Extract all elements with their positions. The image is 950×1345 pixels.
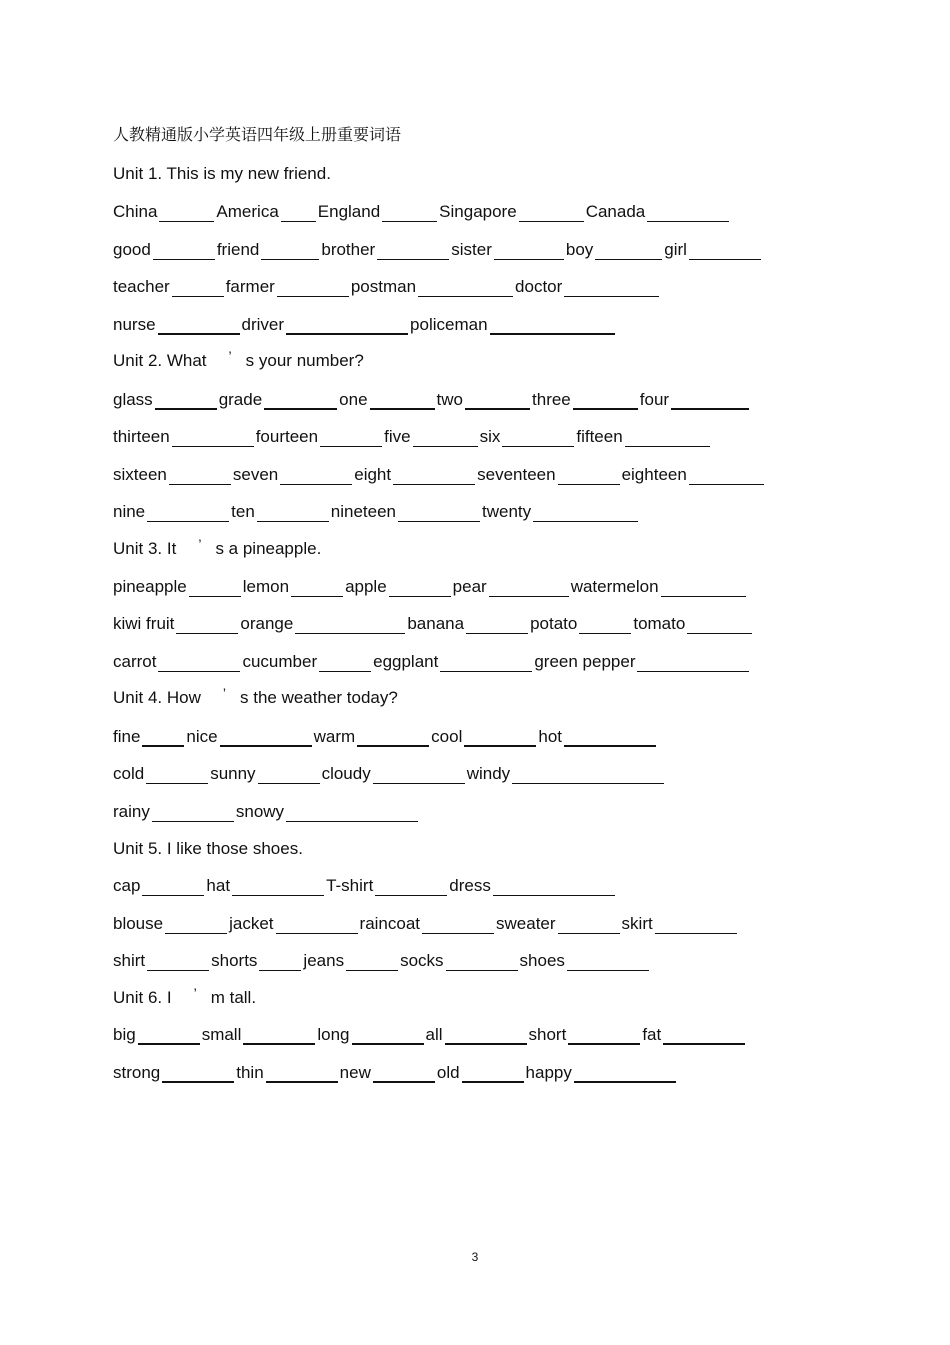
vocab-row <box>113 911 910 937</box>
answer-blank[interactable] <box>169 466 231 485</box>
answer-blank[interactable] <box>146 765 208 784</box>
answer-blank[interactable] <box>281 203 316 222</box>
vocab-row <box>113 761 910 787</box>
answer-blank[interactable] <box>259 952 301 971</box>
vocab-word: grade <box>218 390 263 409</box>
vocab-word: nurse <box>113 315 156 334</box>
answer-blank[interactable] <box>159 203 214 222</box>
vocab-word: cucumber <box>242 652 318 671</box>
answer-blank[interactable] <box>567 952 649 971</box>
unit-heading-text: m tall. <box>210 988 257 1007</box>
vocab-word: one <box>339 390 368 409</box>
vocab-word: seventeen <box>477 465 556 484</box>
answer-blank[interactable] <box>152 803 234 822</box>
answer-blank[interactable] <box>264 390 337 410</box>
answer-blank[interactable] <box>147 952 209 971</box>
vocab-word: rainy <box>113 802 150 821</box>
answer-blank[interactable] <box>147 503 229 522</box>
vocab-word: thirteen <box>113 427 170 446</box>
document-title: 人教精通版小学英语四年级上册重要词语 <box>113 125 402 144</box>
answer-blank[interactable] <box>261 241 319 260</box>
vocab-word: blouse <box>113 914 164 933</box>
vocab-word: watermelon <box>570 577 659 596</box>
vocab-row <box>113 611 910 637</box>
unit-heading <box>113 536 910 562</box>
vocab-word: sister <box>451 240 492 259</box>
answer-blank[interactable] <box>687 615 752 634</box>
answer-blank[interactable] <box>162 1063 234 1083</box>
vocab-word: good <box>113 240 151 259</box>
vocab-word: potato <box>530 614 578 633</box>
answer-blank[interactable] <box>445 1025 527 1045</box>
answer-blank[interactable] <box>573 390 638 410</box>
answer-blank[interactable] <box>370 390 435 410</box>
vocab-word: cold <box>113 764 145 783</box>
answer-blank[interactable] <box>357 727 429 747</box>
unit-heading <box>113 836 910 862</box>
answer-blank[interactable] <box>637 653 749 672</box>
answer-blank[interactable] <box>291 578 343 597</box>
vocab-word: five <box>384 427 411 446</box>
vocab-word: sunny <box>210 764 256 783</box>
answer-blank[interactable] <box>165 915 227 934</box>
vocab-word: Canada <box>585 202 646 221</box>
unit-heading-text: s your number? <box>245 351 364 370</box>
vocab-word: lemon <box>242 577 290 596</box>
vocab-row <box>113 237 910 263</box>
vocab-word: friend <box>216 240 260 259</box>
vocab-word: orange <box>240 614 294 633</box>
answer-blank[interactable] <box>258 765 320 784</box>
vocab-word: snowy <box>235 802 285 821</box>
unit-heading <box>113 985 910 1011</box>
answer-blank[interactable] <box>189 578 241 597</box>
answer-blank[interactable] <box>232 877 324 896</box>
vocab-row <box>113 312 910 338</box>
vocab-word: socks <box>400 951 444 970</box>
answer-blank[interactable] <box>319 653 371 672</box>
unit-heading <box>113 685 910 711</box>
apostrophe-mark: ’ <box>193 985 197 1001</box>
vocab-row <box>113 649 910 675</box>
answer-blank[interactable] <box>257 503 329 522</box>
answer-blank[interactable] <box>568 1025 640 1045</box>
vocab-word: hat <box>206 876 231 895</box>
vocab-word: windy <box>466 764 511 783</box>
vocab-word: warm <box>313 727 356 746</box>
answer-blank[interactable] <box>465 390 530 410</box>
answer-blank[interactable] <box>373 765 465 784</box>
vocab-word: ten <box>231 502 255 521</box>
vocab-word: policeman <box>410 315 488 334</box>
answer-blank[interactable] <box>176 615 238 634</box>
answer-blank[interactable] <box>564 727 656 747</box>
answer-blank[interactable] <box>512 765 664 784</box>
vocab-word: glass <box>113 390 153 409</box>
vocab-word: jacket <box>229 914 274 933</box>
answer-blank[interactable] <box>564 278 659 297</box>
vocab-word: sixteen <box>113 465 167 484</box>
vocab-word: big <box>113 1025 136 1044</box>
answer-blank[interactable] <box>389 578 451 597</box>
vocab-row <box>113 499 910 525</box>
vocab-word: sweater <box>496 914 556 933</box>
vocab-word: dress <box>449 876 491 895</box>
vocab-row <box>113 948 910 974</box>
vocab-word: carrot <box>113 652 157 671</box>
unit-heading-text: s a pineapple. <box>215 539 322 558</box>
unit-heading-text: Unit 4. How <box>113 688 201 707</box>
vocab-row <box>113 799 910 825</box>
vocab-word: nice <box>186 727 218 746</box>
vocab-row <box>113 873 910 899</box>
vocab-word: hot <box>538 727 562 746</box>
vocab-row <box>113 274 910 300</box>
answer-blank[interactable] <box>346 952 398 971</box>
answer-blank[interactable] <box>519 203 584 222</box>
answer-blank[interactable] <box>558 466 620 485</box>
vocab-row <box>113 1060 910 1086</box>
answer-blank[interactable] <box>266 1063 338 1083</box>
unit-heading-text: Unit 5. I like those shoes. <box>113 839 303 858</box>
answer-blank[interactable] <box>280 466 352 485</box>
vocab-word: shoes <box>519 951 565 970</box>
vocab-word: England <box>317 202 381 221</box>
answer-blank[interactable] <box>172 278 224 297</box>
vocab-word: brother <box>321 240 376 259</box>
answer-blank[interactable] <box>595 241 662 260</box>
vocab-word: farmer <box>225 277 275 296</box>
vocab-word: fourteen <box>255 427 319 446</box>
answer-blank[interactable] <box>689 466 764 485</box>
answer-blank[interactable] <box>418 278 513 297</box>
vocab-word: three <box>532 390 571 409</box>
vocab-word: green pepper <box>534 652 636 671</box>
vocab-word: happy <box>525 1063 572 1082</box>
vocab-word: long <box>317 1025 350 1044</box>
vocab-word: eighteen <box>621 465 687 484</box>
unit-heading <box>113 348 910 374</box>
vocab-word: doctor <box>515 277 563 296</box>
vocab-word: T-shirt <box>326 876 374 895</box>
vocab-row <box>113 424 910 450</box>
answer-blank[interactable] <box>464 727 536 747</box>
vocab-word: fine <box>113 727 141 746</box>
vocab-word: all <box>425 1025 443 1044</box>
vocab-row <box>113 387 910 413</box>
answer-blank[interactable] <box>502 428 574 447</box>
vocab-word: driver <box>241 315 285 334</box>
answer-blank[interactable] <box>422 915 494 934</box>
vocab-word: shorts <box>211 951 258 970</box>
unit-heading-text: Unit 1. This is my new friend. <box>113 164 331 183</box>
answer-blank[interactable] <box>142 877 204 896</box>
answer-blank[interactable] <box>490 315 615 335</box>
answer-blank[interactable] <box>663 1025 745 1045</box>
answer-blank[interactable] <box>579 615 631 634</box>
unit-heading-text: Unit 6. I <box>113 988 172 1007</box>
vocab-word: short <box>528 1025 567 1044</box>
vocab-word: shirt <box>113 951 146 970</box>
vocab-row <box>113 724 910 750</box>
answer-blank[interactable] <box>440 653 532 672</box>
vocab-row <box>113 199 910 225</box>
answer-blank[interactable] <box>647 203 729 222</box>
answer-blank[interactable] <box>276 915 358 934</box>
vocab-word: four <box>639 390 670 409</box>
answer-blank[interactable] <box>493 877 615 896</box>
answer-blank[interactable] <box>373 1063 435 1083</box>
answer-blank[interactable] <box>655 915 737 934</box>
unit-heading-text: Unit 2. What <box>113 351 207 370</box>
answer-blank[interactable] <box>446 952 518 971</box>
answer-blank[interactable] <box>158 315 240 335</box>
vocab-word: pear <box>452 577 487 596</box>
vocab-word: skirt <box>621 914 653 933</box>
vocab-word: cap <box>113 876 141 895</box>
answer-blank[interactable] <box>243 1025 315 1045</box>
answer-blank[interactable] <box>172 428 254 447</box>
answer-blank[interactable] <box>320 428 382 447</box>
answer-blank[interactable] <box>377 241 449 260</box>
vocab-word: eggplant <box>373 652 439 671</box>
answer-blank[interactable] <box>574 1063 676 1083</box>
vocab-word: apple <box>345 577 387 596</box>
answer-blank[interactable] <box>220 727 312 747</box>
vocab-word: strong <box>113 1063 161 1082</box>
answer-blank[interactable] <box>533 503 638 522</box>
vocab-row <box>113 574 910 600</box>
apostrophe-mark: ’ <box>228 348 232 364</box>
vocab-word: Singapore <box>439 202 517 221</box>
vocab-word: tomato <box>633 614 686 633</box>
vocab-word: pineapple <box>113 577 187 596</box>
vocab-word: old <box>436 1063 460 1082</box>
answer-blank[interactable] <box>625 428 710 447</box>
vocab-word: small <box>201 1025 242 1044</box>
answer-blank[interactable] <box>142 727 184 747</box>
answer-blank[interactable] <box>671 390 749 410</box>
vocab-word: raincoat <box>359 914 421 933</box>
vocab-word: banana <box>407 614 465 633</box>
vocab-word: seven <box>232 465 279 484</box>
answer-blank[interactable] <box>277 278 349 297</box>
vocab-row <box>113 1022 910 1048</box>
vocab-word: eight <box>354 465 392 484</box>
answer-blank[interactable] <box>558 915 620 934</box>
vocab-word: China <box>113 202 158 221</box>
apostrophe-mark: ’ <box>222 685 226 701</box>
answer-blank[interactable] <box>393 466 475 485</box>
vocab-word: new <box>339 1063 371 1082</box>
answer-blank[interactable] <box>494 241 564 260</box>
answer-blank[interactable] <box>466 615 528 634</box>
answer-blank[interactable] <box>489 578 569 597</box>
page-number: 3 <box>471 1250 479 1264</box>
answer-blank[interactable] <box>138 1025 200 1045</box>
vocab-word: cloudy <box>321 764 371 783</box>
vocab-word: thin <box>236 1063 264 1082</box>
vocab-word: fifteen <box>576 427 623 446</box>
answer-blank[interactable] <box>382 203 437 222</box>
vocab-word: postman <box>350 277 417 296</box>
answer-blank[interactable] <box>286 315 408 335</box>
answer-blank[interactable] <box>375 877 447 896</box>
unit-heading <box>113 161 910 187</box>
answer-blank[interactable] <box>689 241 761 260</box>
vocab-word: cool <box>431 727 463 746</box>
answer-blank[interactable] <box>295 615 405 634</box>
unit-heading-text: Unit 3. It <box>113 539 177 558</box>
vocab-word: twenty <box>482 502 532 521</box>
vocab-word: kiwi fruit <box>113 614 175 633</box>
vocab-row <box>113 462 910 488</box>
answer-blank[interactable] <box>413 428 478 447</box>
vocab-word: boy <box>565 240 594 259</box>
vocab-word: fat <box>642 1025 662 1044</box>
answer-blank[interactable] <box>153 241 215 260</box>
vocab-word: girl <box>664 240 687 259</box>
answer-blank[interactable] <box>286 803 418 822</box>
vocab-word: nineteen <box>330 502 397 521</box>
answer-blank[interactable] <box>462 1063 524 1083</box>
answer-blank[interactable] <box>661 578 746 597</box>
answer-blank[interactable] <box>155 390 217 410</box>
vocab-word: two <box>436 390 464 409</box>
answer-blank[interactable] <box>398 503 480 522</box>
unit-heading-text: s the weather today? <box>240 688 398 707</box>
answer-blank[interactable] <box>352 1025 424 1045</box>
vocab-word: nine <box>113 502 146 521</box>
apostrophe-mark: ’ <box>198 536 202 552</box>
answer-blank[interactable] <box>158 653 240 672</box>
vocab-word: America <box>216 202 279 221</box>
vocab-word: teacher <box>113 277 170 296</box>
vocab-word: jeans <box>303 951 345 970</box>
vocab-word: six <box>479 427 501 446</box>
